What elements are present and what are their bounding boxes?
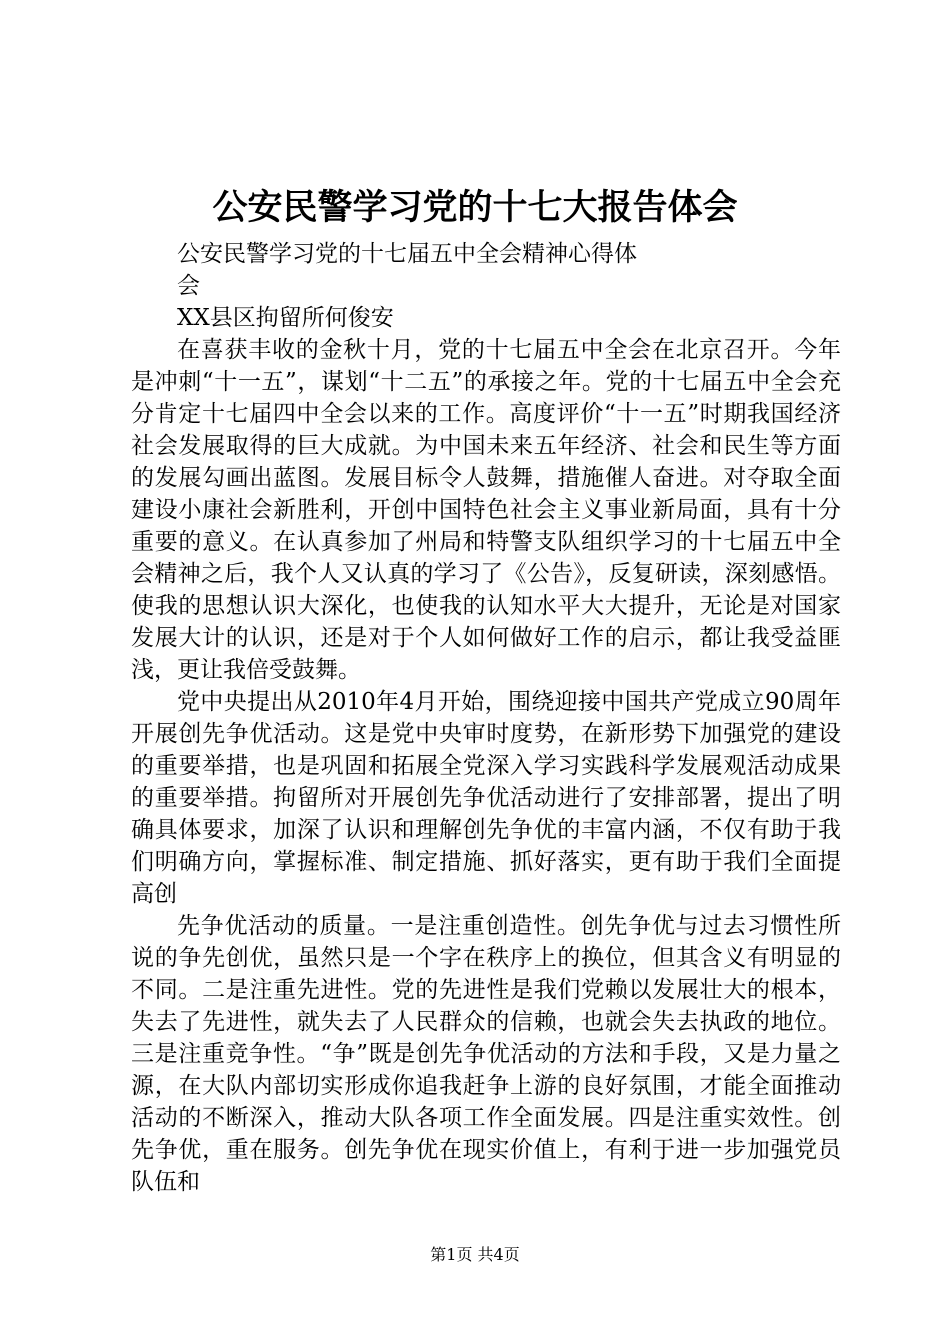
document-title: 公安民警学习党的十七大报告体会 bbox=[212, 187, 738, 228]
document-author: XX县区拘留所何俊安 bbox=[177, 305, 394, 331]
page-footer: 第1页 共4页 bbox=[430, 1245, 520, 1264]
paragraph: 在喜获丰收的金秋十月，党的十七届五中全会在北京召开。今年是冲刺“十一五”，谋划“十二五”的承接之年。党的十七届五中全会充分肯定十七届四中全会以来的工作。高度评价“十一五”时期我国经济社会发展取得的巨大成就。为中国未来五年经济、社会和民生等方面的发展勾画出蓝图。发展目标令人鼓舞，措施催人奋进。对夺取全面建设小康社会新胜利，开创中国特色社会主义事业新局面，具有十分重要的意义。在认真参加了州局和特警支队组织学习的十七届五中全会精神之后，我个人又认真的学习了《公告》，反复研读，深刻感悟。使我的思想认识大深化，也使我的认知水平大大提升，无论是对国家发展大计的认识，还是对于个人如何做好工作的启示，都让我受益匪浅，更让我倍受鼓舞。 bbox=[131, 337, 841, 683]
paragraph: 党中央提出从2010年4月开始，围绕迎接中国共产党成立90周年开展创先争优活动。这是党中央审时度势，在新形势下加强党的建设的重要举措，也是巩固和拓展全党深入学习实践科学发展观活动成果的重要举措。拘留所对开展创先争优活动进行了安排部署，提出了明确具体要求，加深了认识和理解创先争优的丰富内涵，不仅有助于我们明确方向，掌握标准、制定措施、抓好落实，更有助于我们全面提高创 bbox=[131, 689, 841, 907]
document-body bbox=[131, 238, 841, 1198]
document-subtitle: 公安民警学习党的十七届五中全会精神心得体会 bbox=[177, 241, 637, 299]
paragraph: 先争优活动的质量。一是注重创造性。创先争优与过去习惯性所说的争先创优，虽然只是一个字在秩序上的换位，但其含义有明显的不同。二是注重先进性。党的先进性是我们党赖以发展壮大的根本，失去了先进性，就失去了人民群众的信赖，也就会失去执政的地位。三是注重竞争性。“争”既是创先争优活动的方法和手段，又是力量之源，在大队内部切实形成你追我赶争上游的良好氛围，才能全面推动活动的不断深入，推动大队各项工作全面发展。四是注重实效性。创先争优，重在服务。创先争优在现实价值上，有利于进一步加强党员队伍和 bbox=[131, 913, 841, 1195]
